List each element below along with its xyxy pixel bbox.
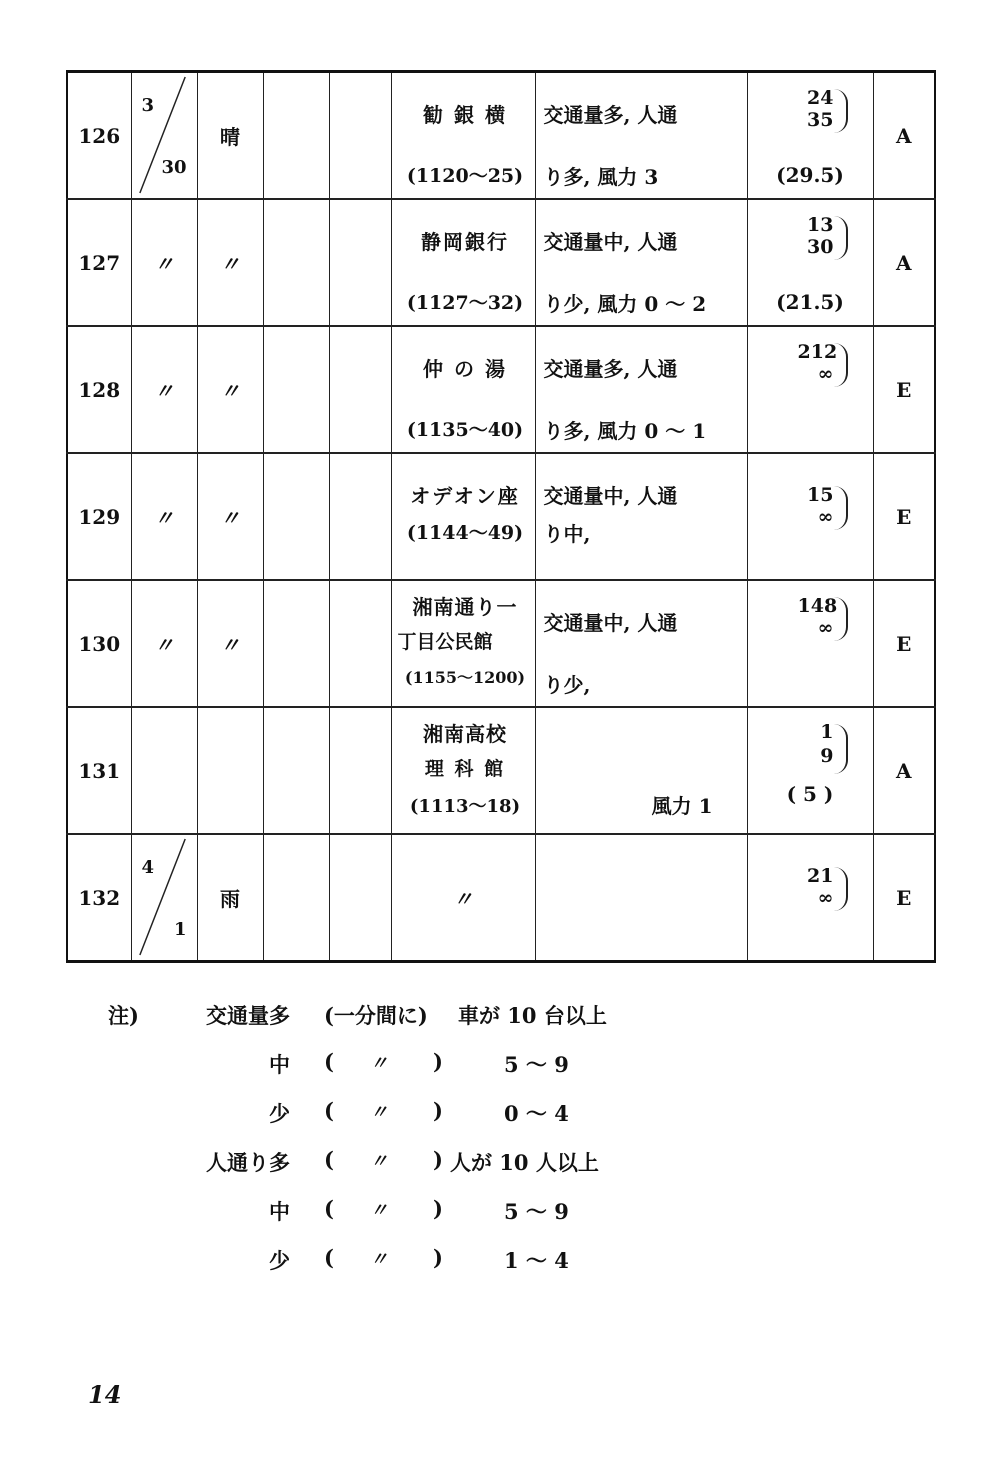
place-name: 仲 の 湯 xyxy=(423,357,507,381)
count-cell xyxy=(747,453,873,580)
note-open: ( xyxy=(324,1245,334,1270)
weather-ditto: 〃 xyxy=(197,453,263,580)
date-month: 3 xyxy=(141,95,155,116)
count-top: 15 xyxy=(807,484,834,506)
date-day: 1 xyxy=(173,919,187,940)
row-number: 129 xyxy=(67,453,131,580)
survey-table xyxy=(66,70,936,963)
note-value: 1 ～ 4 xyxy=(504,1248,569,1273)
note-value: 車が 10 台以上 xyxy=(458,1003,607,1028)
condition-line-1: 交通量中, 人通 xyxy=(543,484,678,508)
count-top: 13 xyxy=(807,214,834,236)
place-name-line-1: 湘南通り一 xyxy=(412,595,518,619)
date-slash xyxy=(132,835,197,960)
brace-mark xyxy=(834,597,848,641)
note-value: 5 ～ 9 xyxy=(504,1052,569,1077)
weather-ditto: 〃 xyxy=(197,326,263,453)
table-row xyxy=(67,453,935,580)
note-close: ) xyxy=(433,1245,443,1270)
page-number: 14 xyxy=(88,1380,122,1409)
count-cell xyxy=(747,834,873,962)
weather-cell: 晴 xyxy=(197,72,263,200)
count-top: 24 xyxy=(807,87,834,109)
note-term: 少 xyxy=(269,1101,290,1126)
grade-cell: A xyxy=(873,199,935,326)
note-term: 中 xyxy=(269,1199,290,1224)
date-cell xyxy=(131,834,197,962)
empty-cell xyxy=(329,707,391,834)
table-row xyxy=(67,580,935,707)
count-top: 1 xyxy=(820,721,834,743)
count-bottom: ∞ xyxy=(817,363,834,385)
note-open: ( xyxy=(324,1098,334,1123)
place-name: 静岡銀行 xyxy=(421,230,509,254)
place-time: (1155～1200) xyxy=(404,668,526,687)
condition-cell xyxy=(535,199,747,326)
count-top: 21 xyxy=(807,865,834,887)
table-row xyxy=(67,326,935,453)
place-cell xyxy=(391,453,535,580)
condition-wind: 風力 1 xyxy=(651,794,713,818)
note-value: 5 ～ 9 xyxy=(504,1199,569,1224)
note-open: ( xyxy=(324,1196,334,1221)
count-average: (21.5) xyxy=(776,290,844,314)
count-cell xyxy=(747,72,873,200)
empty-cell xyxy=(329,199,391,326)
empty-cell xyxy=(263,453,329,580)
grade-cell: E xyxy=(873,326,935,453)
note-close: ) xyxy=(433,1098,443,1123)
date-ditto: 〃 xyxy=(131,453,197,580)
count-average: ( 5 ) xyxy=(786,782,834,806)
place-time: (1113～18) xyxy=(409,796,521,817)
grade-cell: A xyxy=(873,72,935,200)
row-number: 127 xyxy=(67,199,131,326)
date-month: 4 xyxy=(141,857,155,878)
condition-line-1: 交通量多, 人通 xyxy=(543,103,678,127)
place-name-line-1: 湘南高校 xyxy=(423,722,507,746)
table-row xyxy=(67,707,935,834)
brace-mark xyxy=(834,486,848,530)
count-bottom: ∞ xyxy=(817,506,834,528)
condition-line-2: り少, 風力 0 ～ 2 xyxy=(543,292,707,316)
count-bottom: 35 xyxy=(807,109,834,131)
place-cell xyxy=(391,72,535,200)
row-number: 130 xyxy=(67,580,131,707)
place-cell xyxy=(391,707,535,834)
count-cell xyxy=(747,326,873,453)
place-cell xyxy=(391,326,535,453)
empty-cell xyxy=(263,72,329,200)
note-ditto: 〃 xyxy=(370,1200,388,1221)
condition-cell xyxy=(535,707,747,834)
count-bottom: 9 xyxy=(820,745,834,767)
note-term: 中 xyxy=(269,1052,290,1077)
place-time: (1135～40) xyxy=(406,419,524,441)
empty-cell xyxy=(131,707,197,834)
place-name-line-2: 丁目公民館 xyxy=(397,631,493,653)
date-ditto: 〃 xyxy=(131,580,197,707)
empty-cell xyxy=(329,72,391,200)
weather-cell: 雨 xyxy=(197,834,263,962)
date-ditto: 〃 xyxy=(131,326,197,453)
date-day: 30 xyxy=(161,157,187,178)
count-bottom: ∞ xyxy=(817,617,834,639)
count-top: 148 xyxy=(797,595,838,617)
empty-cell xyxy=(263,580,329,707)
table-row xyxy=(67,72,935,200)
date-ditto: 〃 xyxy=(131,199,197,326)
place-name-line-2: 理 科 館 xyxy=(424,758,506,780)
count-cell xyxy=(747,199,873,326)
empty-cell xyxy=(329,453,391,580)
place-time: (1127～32) xyxy=(406,292,524,314)
note-unit: (一分間に) xyxy=(324,1003,428,1028)
brace-mark xyxy=(834,89,848,133)
empty-cell xyxy=(263,834,329,962)
count-bottom: ∞ xyxy=(817,887,834,909)
count-top: 212 xyxy=(797,341,838,363)
brace-mark xyxy=(834,724,848,774)
note-close: ) xyxy=(433,1147,443,1172)
table-row xyxy=(67,199,935,326)
place-ditto: 〃 xyxy=(391,834,535,962)
condition-line-1: 交通量多, 人通 xyxy=(543,357,678,381)
condition-line-1: 交通量中, 人通 xyxy=(543,611,678,635)
row-number: 128 xyxy=(67,326,131,453)
place-cell xyxy=(391,580,535,707)
note-open: ( xyxy=(324,1147,334,1172)
note-ditto: 〃 xyxy=(370,1102,388,1123)
empty-cell xyxy=(263,326,329,453)
note-close: ) xyxy=(433,1049,443,1074)
place-name: 勧 銀 横 xyxy=(423,103,507,127)
row-number: 132 xyxy=(67,834,131,962)
empty-cell xyxy=(329,326,391,453)
weather-ditto: 〃 xyxy=(197,199,263,326)
weather-ditto: 〃 xyxy=(197,580,263,707)
condition-cell xyxy=(535,72,747,200)
count-average: (29.5) xyxy=(776,163,844,187)
place-cell xyxy=(391,199,535,326)
note-term: 交通量多 xyxy=(206,1003,290,1028)
grade-cell: E xyxy=(873,834,935,962)
empty-cell xyxy=(263,707,329,834)
count-cell xyxy=(747,707,873,834)
note-ditto: 〃 xyxy=(370,1151,388,1172)
place-time: (1144～49) xyxy=(406,522,524,544)
note-term: 少 xyxy=(269,1248,290,1273)
grade-cell: A xyxy=(873,707,935,834)
row-number: 131 xyxy=(67,707,131,834)
condition-cell xyxy=(535,326,747,453)
note-value: 人が 10 人以上 xyxy=(450,1150,599,1175)
note-close: ) xyxy=(433,1196,443,1221)
date-slash xyxy=(132,73,197,198)
place-time: (1120～25) xyxy=(406,165,524,187)
row-number: 126 xyxy=(67,72,131,200)
note-ditto: 〃 xyxy=(370,1249,388,1270)
date-cell xyxy=(131,72,197,200)
condition-cell xyxy=(535,453,747,580)
condition-cell xyxy=(535,580,747,707)
condition-line-2: り中, xyxy=(543,522,591,546)
grade-cell: E xyxy=(873,580,935,707)
note-open: ( xyxy=(324,1049,334,1074)
empty-cell xyxy=(263,199,329,326)
empty-cell xyxy=(329,834,391,962)
table-row xyxy=(67,834,935,962)
condition-line-1: 交通量中, 人通 xyxy=(543,230,678,254)
empty-cell xyxy=(535,834,747,962)
note-term: 人通り多 xyxy=(206,1150,290,1175)
grade-cell: E xyxy=(873,453,935,580)
count-cell xyxy=(747,580,873,707)
place-name: オデオン座 xyxy=(410,484,520,508)
brace-mark xyxy=(834,343,848,387)
empty-cell xyxy=(329,580,391,707)
note-ditto: 〃 xyxy=(370,1053,388,1074)
notes-heading: 注) xyxy=(108,1003,139,1028)
empty-cell xyxy=(197,707,263,834)
count-bottom: 30 xyxy=(807,236,834,258)
condition-line-2: り多, 風力 3 xyxy=(543,165,659,189)
brace-mark xyxy=(834,216,848,260)
condition-line-2: り少, xyxy=(543,673,591,697)
note-value: 0 ～ 4 xyxy=(504,1101,569,1126)
brace-mark xyxy=(834,867,848,911)
condition-line-2: り多, 風力 0 ～ 1 xyxy=(543,419,707,443)
